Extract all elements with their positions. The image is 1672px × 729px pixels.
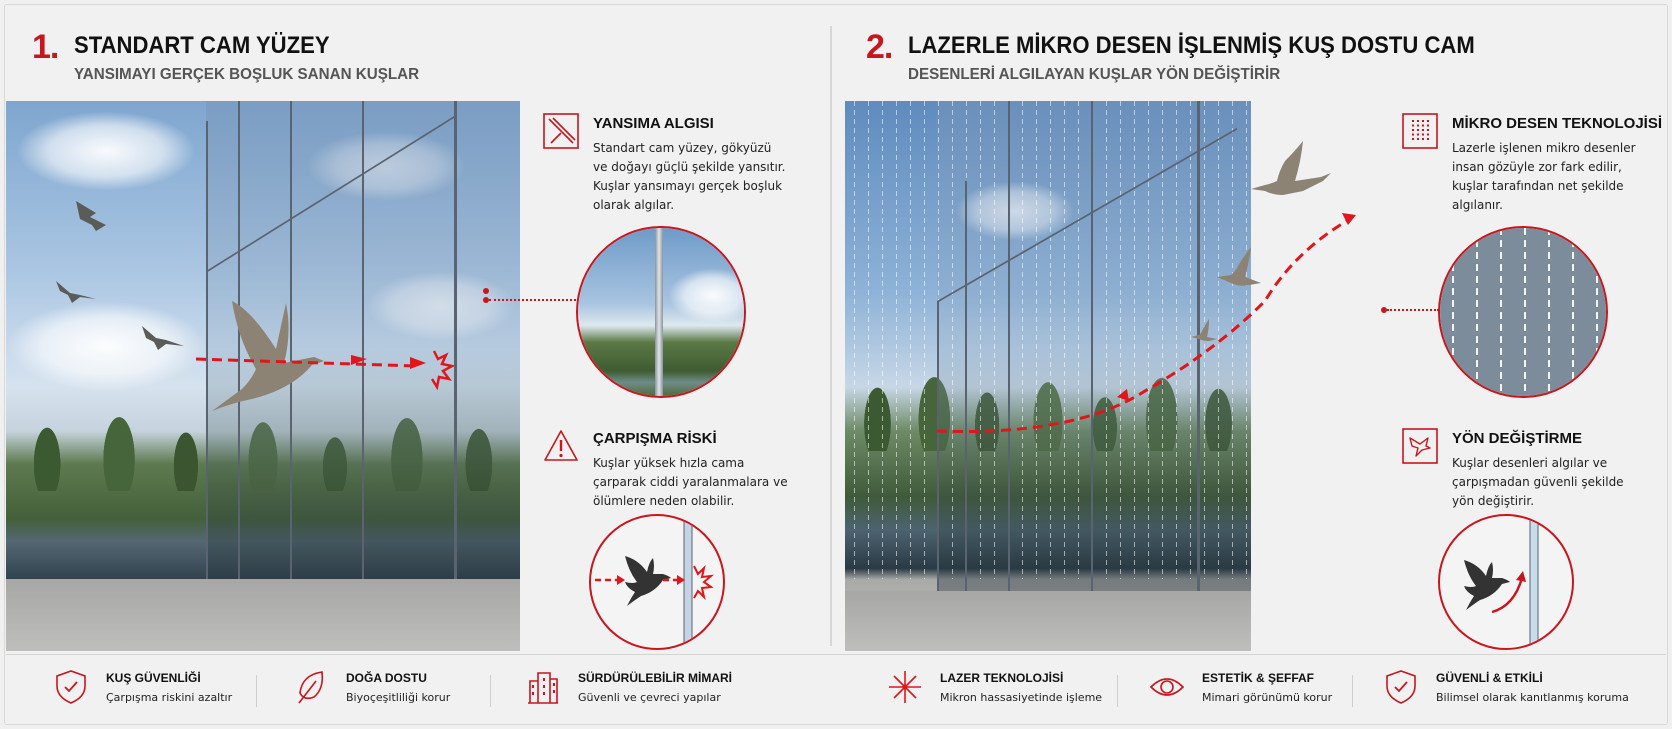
standard-glass-photo xyxy=(6,101,520,651)
card-text: Lazerle işlenen mikro desenler insan gözüyle zor fark edilir, kuşlar tarafından net şekilde algılanır. xyxy=(1452,141,1636,212)
feature-text: Mikron hassasiyetinde işleme xyxy=(940,691,1103,704)
left-subtitle: YANSIMAYI GERÇEK BOŞLUK SANAN KUŞLAR xyxy=(74,66,420,83)
feature-text: Çarpışma riskini azaltır xyxy=(106,691,233,704)
feature-text: Güvenli ve çevreci yapılar xyxy=(578,691,721,704)
pattern-zoom-circle xyxy=(1438,226,1608,398)
bird-redirect-path xyxy=(845,101,1405,481)
card-title: YÖN DEĞİŞTİRME xyxy=(1452,430,1583,447)
laser-icon xyxy=(888,669,922,705)
right-number: 2. xyxy=(866,28,893,66)
feature-text: Bilimsel olarak kanıtlanmış koruma xyxy=(1436,691,1629,704)
bird-collision-path xyxy=(6,101,520,651)
feature-text: Biyoçeşitliliği korur xyxy=(346,691,451,704)
feature-title: KUŞ GÜVENLİĞİ xyxy=(106,671,201,685)
feature-title: LAZER TEKNOLOJİSİ xyxy=(940,671,1064,685)
card-text: Kuşlar yüksek hızla cama çarparak ciddi yaralanmalara ve ölümlere neden olabilir. xyxy=(593,456,788,508)
reflection-zoom-circle xyxy=(576,226,746,398)
card-text: Standart cam yüzey, gökyüzü ve doğayı güçlü şekilde yansıtır. Kuşlar yansımayı gerçek boşluk olarak algılar. xyxy=(593,141,786,212)
right-subtitle: DESENLERİ ALGILAYAN KUŞLAR YÖN DEĞİŞTİRİR xyxy=(908,66,1281,83)
shield-check-icon xyxy=(1384,669,1418,705)
center-divider xyxy=(830,26,832,646)
eye-icon xyxy=(1150,669,1184,705)
collision-diagram-circle xyxy=(589,514,725,650)
redirect-diagram-circle xyxy=(1438,514,1574,650)
feature-title: SÜRDÜRÜLEBİLİR MİMARİ xyxy=(578,671,732,685)
feature-bar xyxy=(6,654,1666,718)
feature-text: Mimari görünümü korur xyxy=(1202,691,1333,704)
bird-turn-icon xyxy=(1402,428,1438,464)
leaf-icon xyxy=(294,669,328,705)
right-title: LAZERLE MİKRO DESEN İŞLENMİŞ KUŞ DOSTU CAM xyxy=(908,32,1475,59)
shield-check-icon xyxy=(54,669,88,705)
leader-line xyxy=(489,299,576,301)
leader-line xyxy=(1387,309,1439,311)
card-title: MİKRO DESEN TEKNOLOJİSİ xyxy=(1452,115,1663,132)
feature-title: DOĞA DOSTU xyxy=(346,671,427,685)
card-text: Kuşlar desenleri algılar ve çarpışmadan güvenli şekilde yön değiştirir. xyxy=(1452,456,1624,508)
left-number: 1. xyxy=(32,28,59,66)
reflection-icon xyxy=(543,113,579,149)
feature-title: ESTETİK & ŞEFFAF xyxy=(1202,671,1315,685)
feature-title: GÜVENLİ & ETKİLİ xyxy=(1436,671,1543,685)
warning-icon xyxy=(543,428,579,464)
card-title: YANSIMA ALGISI xyxy=(593,115,714,132)
left-title: STANDART CAM YÜZEY xyxy=(74,32,330,59)
building-icon xyxy=(526,669,560,705)
card-title: ÇARPIŞMA RİSKİ xyxy=(593,430,717,447)
micro-pattern-icon xyxy=(1402,113,1438,149)
